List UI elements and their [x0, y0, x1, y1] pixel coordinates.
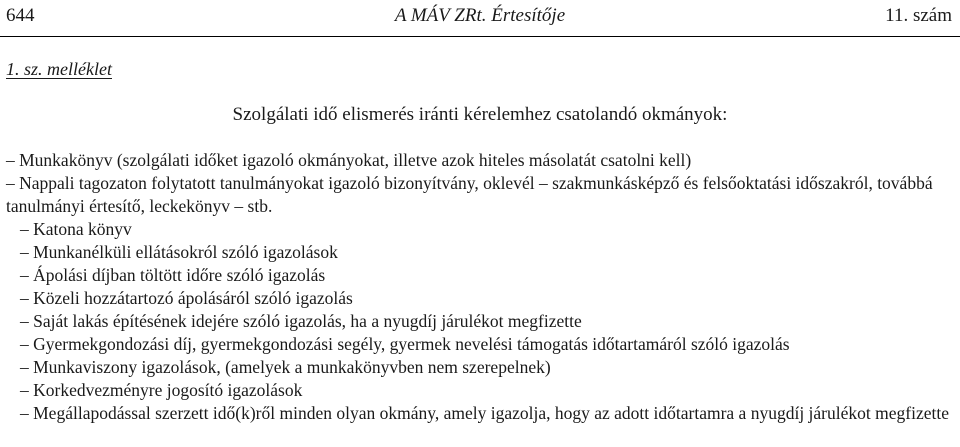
list-item: – Munkakönyv (szolgálati időket igazoló okmányokat, illetve azok hiteles másolatát csatolni kell) — [6, 150, 692, 170]
page-number: 644 — [6, 5, 35, 26]
list-item: – Munkaviszony igazolások, (amelyek a munkakönyvben nem szerepelnek) — [20, 357, 551, 377]
header-divider — [0, 36, 960, 37]
list-item: – Közeli hozzátartozó ápolásáról szóló igazolás — [20, 288, 353, 308]
list-item: – Munkanélküli ellátásokról szóló igazolások — [20, 242, 338, 262]
journal-title: A MÁV ZRt. Értesítője — [394, 5, 566, 26]
list-item: – Megállapodással szerzett idő(k)ről minden olyan okmány, amely igazolja, hogy az adott időtartamra a nyugdíj járulékot megfizette — [20, 403, 949, 423]
annex-label — [6, 58, 112, 80]
list-item: – Katona könyv — [20, 219, 132, 239]
annex-text: 1. sz. melléklet — [6, 59, 112, 79]
list-item: – Saját lakás építésének idejére szóló igazolás, ha a nyugdíj járulékot megfizette — [20, 311, 582, 331]
list-item: – Korkedvezményre jogosító igazolások — [20, 380, 303, 400]
list-item: – Gyermekgondozási díj, gyermekgondozási segély, gyermek nevelési támogatás időtartamáról szóló igazolás — [20, 334, 790, 354]
document-title: Szolgálati idő elismerés iránti kérelemhez csatolandó okmányok: — [232, 104, 728, 125]
document-list — [6, 149, 954, 425]
list-item: – Ápolási díjban töltött időre szóló igazolás — [20, 265, 326, 285]
list-item: – Nappali tagozaton folytatott tanulmányokat igazoló bizonyítvány, oklevél – szakmunkásképző és felsőoktatási időszakról, továbbá tanulmányi értesítő, leckekönyv – stb. — [6, 173, 933, 216]
page-header — [6, 4, 954, 32]
issue-number: 11. szám — [885, 5, 952, 26]
